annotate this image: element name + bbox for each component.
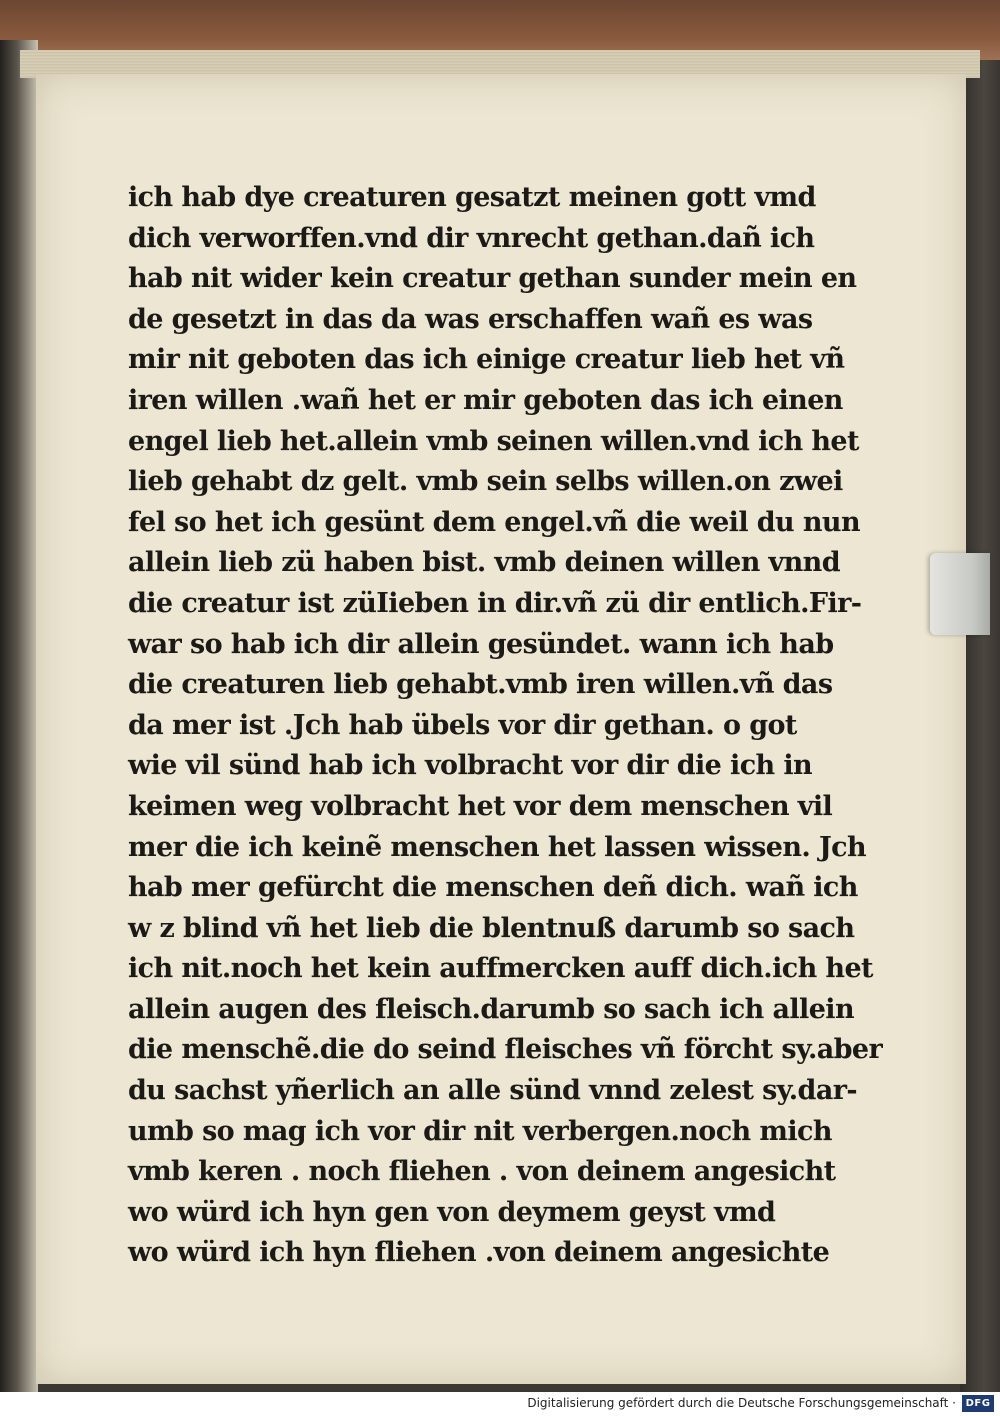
text-line: die creatur ist züIieben in dir.vñ zü dir entlich.Fir- bbox=[128, 587, 862, 619]
footer-credit: Digitalisierung gefördert durch die Deutsche Forschungsgemeinschaft · bbox=[527, 1396, 956, 1410]
text-line: wo würd ich hyn fliehen .von deinem angesichte bbox=[128, 1237, 830, 1269]
text-line: de gesetzt in das da was erschaffen wañ es was bbox=[128, 303, 813, 335]
text-line: war so hab ich dir allein gesündet. wann ich hab bbox=[128, 628, 834, 660]
text-line: wo würd ich hyn gen von deymem geyst vmd bbox=[128, 1196, 776, 1228]
page-text-block bbox=[128, 178, 883, 1274]
bookmark-tab bbox=[930, 553, 990, 635]
book-cover-right bbox=[960, 60, 1000, 1392]
text-line: allein augen des fleisch.darumb so sach ich allein bbox=[128, 993, 854, 1025]
text-line: vmb keren . noch fliehen . von deinem angesicht bbox=[128, 1156, 836, 1188]
text-line: da mer ist .Jch hab übels vor dir gethan. o got bbox=[128, 709, 797, 741]
text-line: die creaturen lieb gehabt.vmb iren willen.vñ das bbox=[128, 669, 833, 701]
footer-bar bbox=[0, 1392, 1000, 1416]
text-line: umb so mag ich vor dir nit verbergen.noch mich bbox=[128, 1115, 832, 1147]
text-line: engel lieb het.allein vmb seinen willen.vnd ich het bbox=[128, 425, 859, 457]
text-line: iren willen .wañ het er mir geboten das ich einen bbox=[128, 384, 843, 416]
text-line: w z blind vñ het lieb die blentnuß darumb so sach bbox=[128, 912, 855, 944]
text-line: dich verworffen.vnd dir vnrecht gethan.dañ ich bbox=[128, 222, 815, 254]
text-line: lieb gehabt dz gelt. vmb sein selbs willen.on zwei bbox=[128, 466, 843, 498]
text-line: keimen weg volbracht het vor dem menschen vil bbox=[128, 790, 833, 822]
text-line: hab mer gefürcht die menschen deñ dich. wañ ich bbox=[128, 872, 858, 904]
text-line: wie vil sünd hab ich volbracht vor dir die ich in bbox=[128, 750, 813, 782]
book-spine-left bbox=[0, 40, 38, 1392]
text-line: ich nit.noch het kein auffmercken auff dich.ich het bbox=[128, 953, 873, 985]
dfg-logo: DFG bbox=[962, 1395, 994, 1412]
text-line: die menschẽ.die do seind fleisches vñ förcht sy.aber bbox=[128, 1034, 883, 1066]
text-line: hab nit wider kein creatur gethan sunder mein en bbox=[128, 263, 857, 295]
text-line: mir nit geboten das ich einige creatur lieb het vñ bbox=[128, 344, 845, 376]
text-line: du sachst yñerlich an alle sünd vnnd zelest sy.dar- bbox=[128, 1075, 857, 1107]
text-line: allein lieb zü haben bist. vmb deinen willen vnnd bbox=[128, 547, 840, 579]
text-line: mer die ich keinẽ menschen het lassen wissen. Jch bbox=[128, 831, 867, 863]
text-line: fel so het ich gesünt dem engel.vñ die weil du nun bbox=[128, 506, 860, 538]
text-line: ich hab dye creaturen gesatzt meinen gott vmd bbox=[128, 182, 816, 213]
